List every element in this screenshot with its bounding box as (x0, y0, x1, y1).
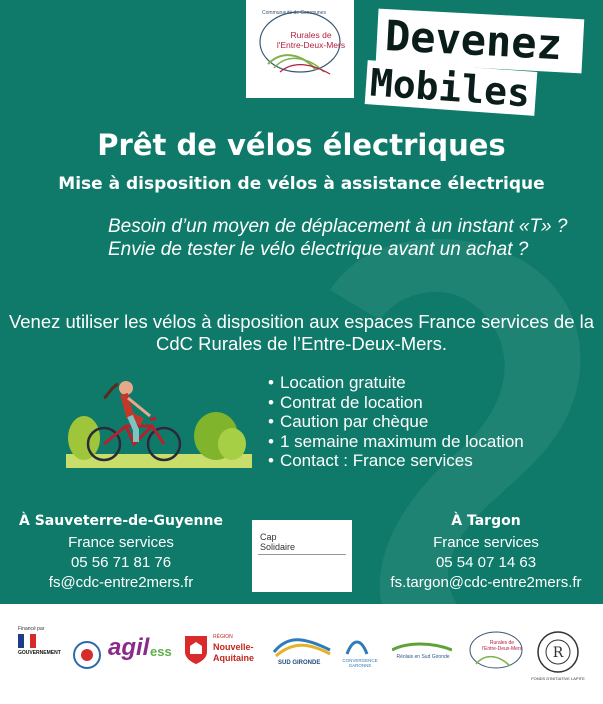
sud-gironde-wave-icon (272, 634, 332, 658)
french-flag-icon (18, 634, 68, 648)
ess-logo-text: ess (150, 644, 172, 659)
nouvelle-aquitaine-logo-text: Nouvelle-Aquitaine (213, 642, 255, 663)
reolais-logo-icon (392, 642, 452, 652)
reolais-logo-text: Réolais en Sud Gironde (396, 654, 450, 660)
financed-by-label: Financé par (18, 626, 45, 632)
cap-solidaire-logo (252, 520, 352, 592)
cap-line2: Solidaire (260, 542, 296, 552)
france-relance-icon (72, 640, 102, 670)
sud-gironde-logo-text: SUD GIRONDE (278, 660, 321, 666)
info-bullet-list (268, 373, 524, 471)
contact-phone[interactable]: 05 54 07 14 63 (435, 554, 537, 571)
cdc-logo-line2: l'Entre-Deux-Mers (276, 40, 346, 50)
convergence-garonne-logo-text: CONVERGENCE GARONNE (342, 658, 378, 668)
cyclist-illustration-icon (66, 370, 252, 470)
cdc-footer-logo-text (478, 640, 526, 652)
invite-text: Venez utiliser les vélos à disposition aux espaces France services de la CdC Rurales de l’Entre-Deux-Mers. (8, 311, 595, 354)
agil-logo-text: agil (108, 634, 150, 661)
fonds-initiative-seal-icon (536, 630, 580, 674)
contact-service: France services (433, 534, 539, 551)
cap-logo-rule-icon (258, 554, 346, 556)
cdc-logo-text (276, 30, 346, 50)
svg-text:R: R (552, 645, 564, 661)
region-shield-icon (183, 634, 209, 666)
contact-email[interactable]: fs.targon@cdc-entre2mers.fr (390, 574, 582, 591)
region-label: RÉGION (213, 634, 233, 640)
convergence-garonne-icon (345, 634, 369, 656)
fonds-initiative-logo-text: FONDS D'INITIATIVE LAPITE (531, 676, 585, 681)
banner-mobiles: Mobiles (365, 60, 538, 116)
contact-sauveterre (5, 511, 237, 593)
cdc-logo-arc-text: Communauté de Communes (262, 10, 326, 16)
page-title: Prêt de vélos électriques (97, 128, 506, 162)
cdc-footer-line2: l'Entre-Deux-Mers (481, 646, 523, 652)
contact-phone[interactable]: 05 56 71 81 76 (70, 554, 172, 571)
bullet-item: • 1 semaine maximum de location (268, 432, 524, 452)
cdc-footer-line1: Rurales de (489, 640, 515, 646)
cdc-logo-line1: Rurales de (290, 30, 332, 40)
bullet-item: • Contrat de location (268, 393, 524, 413)
contact-email[interactable]: fs@cdc-entre2mers.fr (48, 574, 194, 591)
contact-service: France services (68, 534, 174, 551)
cap-solidaire-name (260, 532, 295, 552)
cap-line1: Cap (260, 532, 277, 542)
question-text: Besoin d’un moyen de déplacement à un instant «T» ? Envie de tester le vélo électrique avant un achat ? (108, 216, 568, 260)
cdc-logo (246, 0, 354, 98)
bullet-item: • Contact : France services (268, 451, 524, 471)
page-subtitle: Mise à disposition de vélos à assistance électrique (58, 174, 545, 194)
contact-city: À Sauveterre-de-Guyenne (19, 513, 223, 529)
bullet-item: • Location gratuite (268, 373, 524, 393)
partner-logos-footer (0, 604, 603, 704)
gouvernement-logo-text: GOUVERNEMENT (18, 650, 61, 656)
contact-city: À Targon (451, 513, 521, 529)
bullet-item: • Caution par chèque (268, 412, 524, 432)
banner-devenez: Devenez (376, 9, 585, 74)
contact-targon (373, 511, 599, 593)
